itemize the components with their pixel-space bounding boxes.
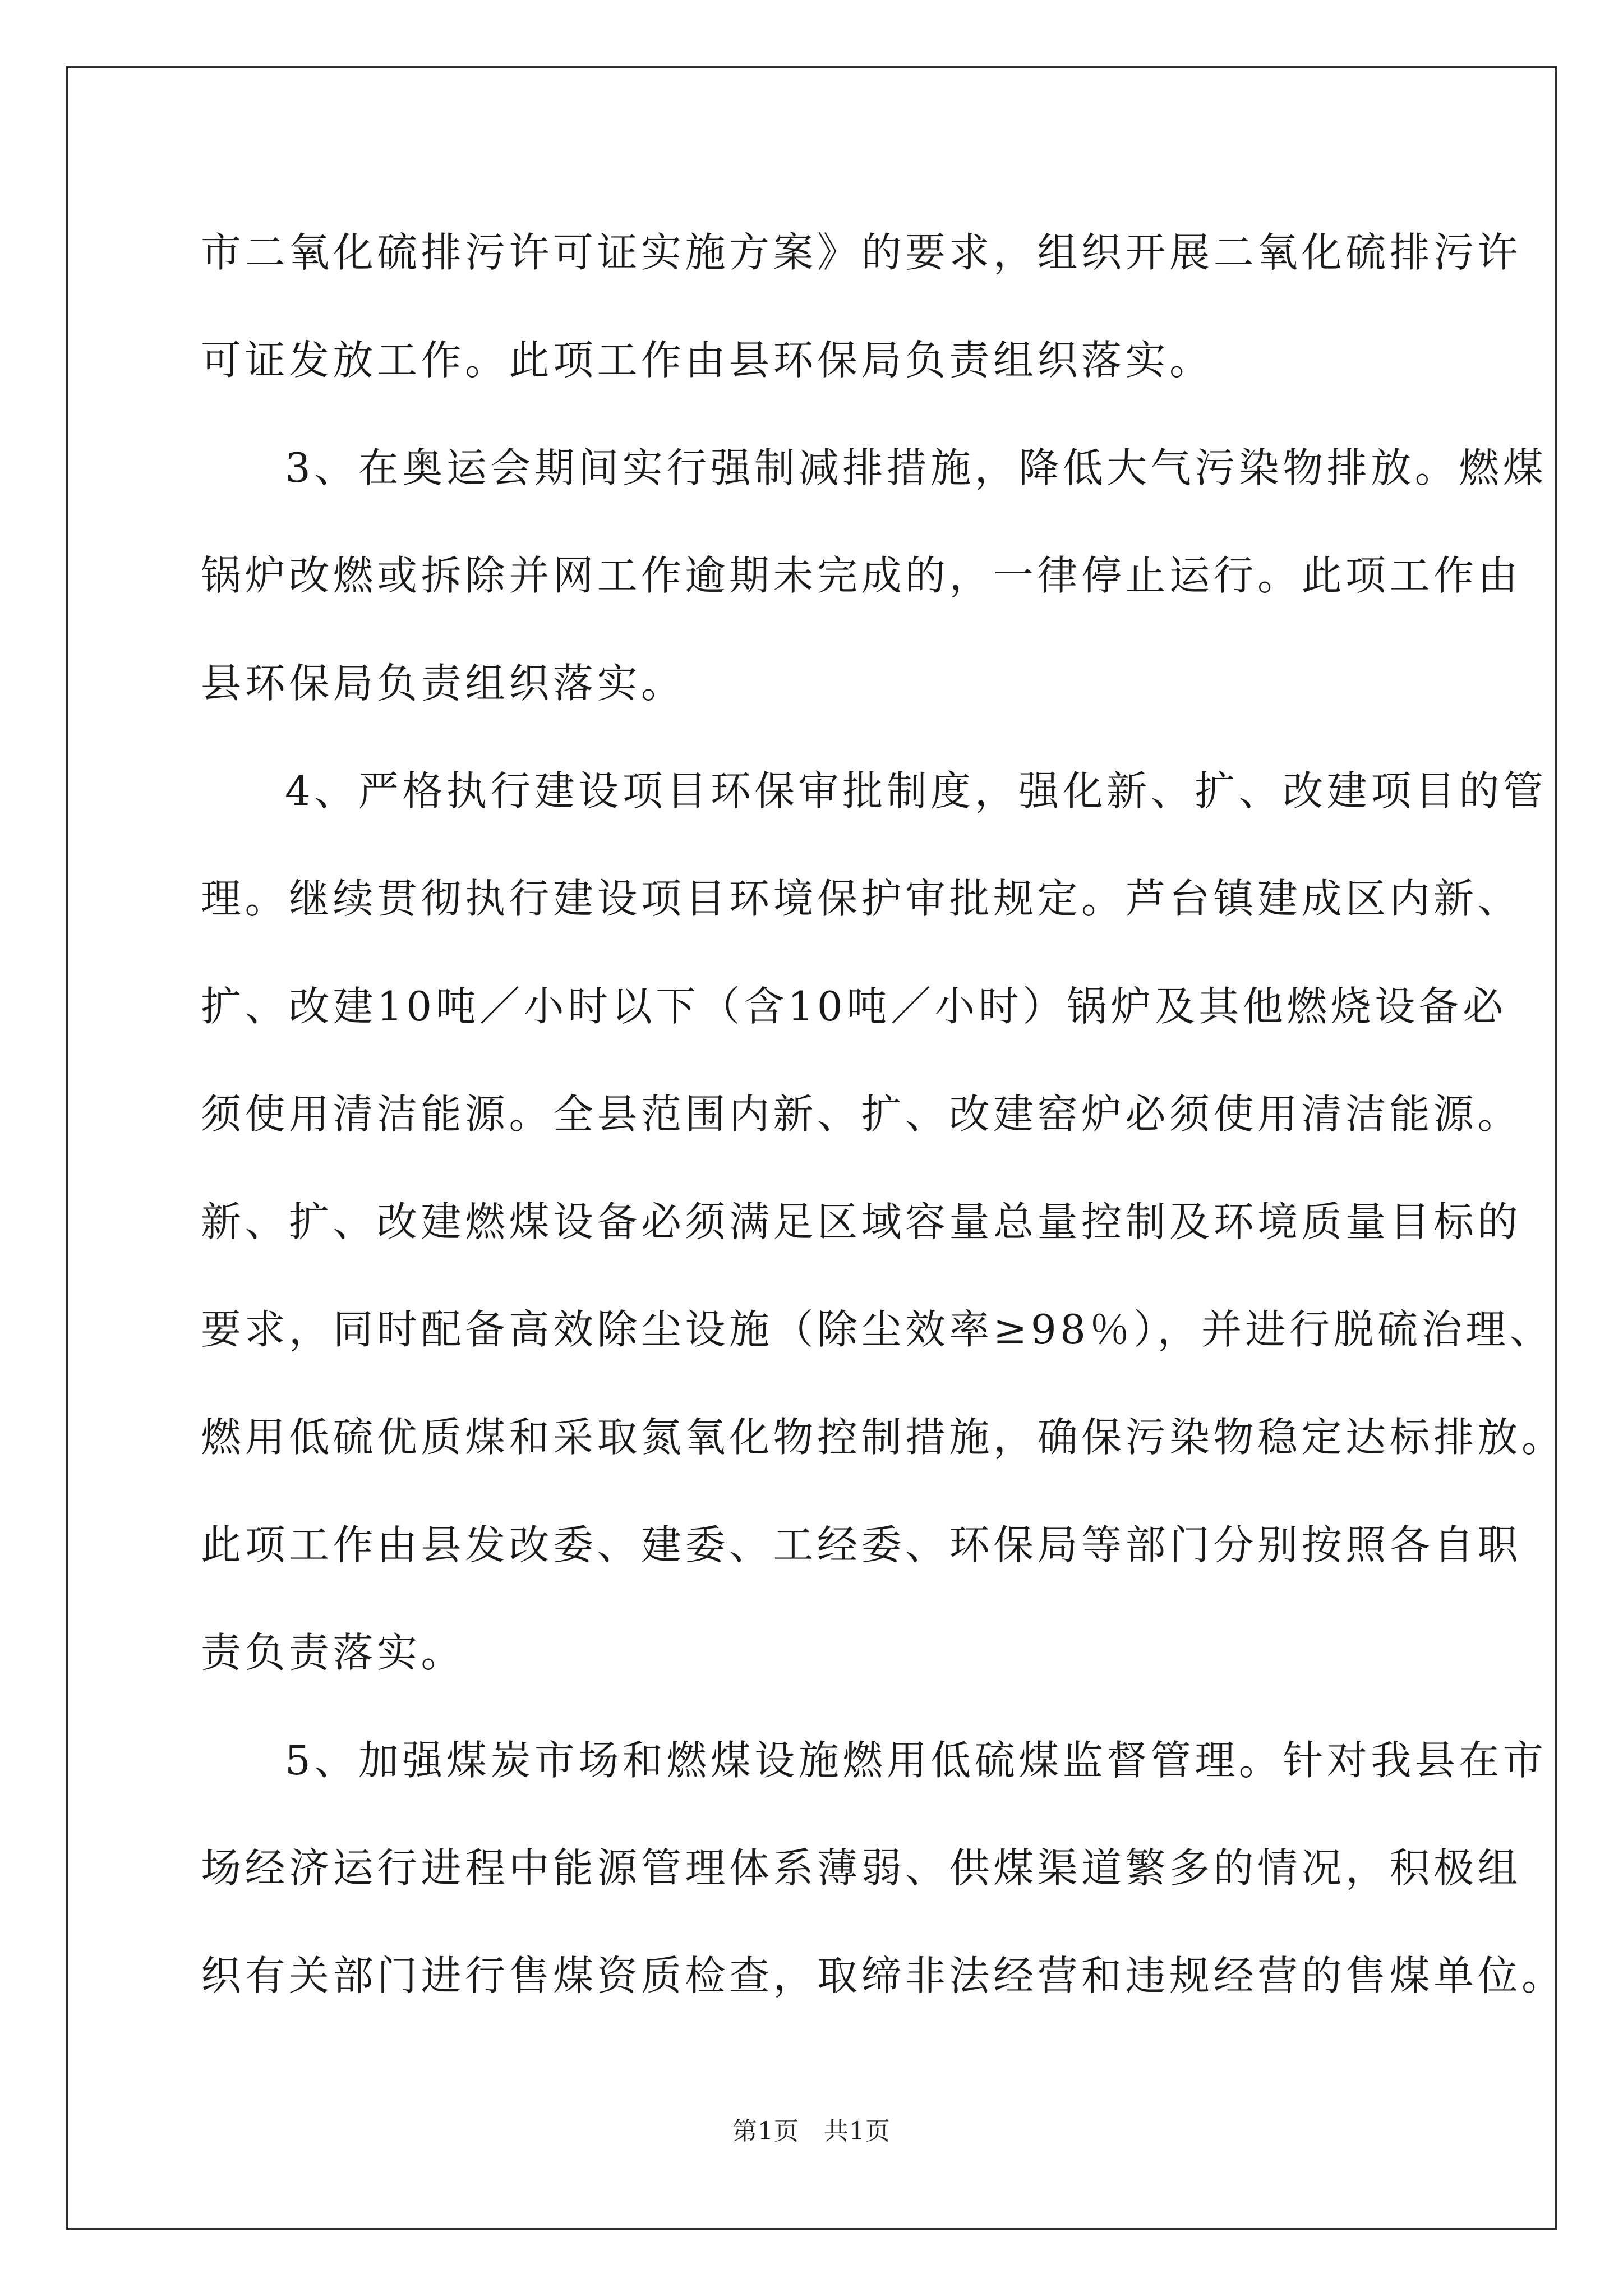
text-line-16: 场经济运行进程中能源管理体系薄弱、供煤渠道繁多的情况，积极组 <box>201 1844 1522 1892</box>
text-line-13: 此项工作由县发改委、建委、工经委、环保局等部门分别按照各自职 <box>201 1521 1522 1568</box>
page-total: 共1页 <box>824 2117 891 2146</box>
text-line-17: 织有关部门进行售煤资质检查，取缔非法经营和违规经营的售煤单位。 <box>201 1952 1566 1999</box>
text-line-1: 市二氧化硫排污许可证实施方案》的要求，组织开展二氧化硫排污许 <box>201 229 1522 276</box>
text-line-12: 燃用低硫优质煤和采取氮氧化物控制措施，确保污染物稳定达标排放。 <box>201 1414 1566 1461</box>
text-line-6: 4、严格执行建设项目环保审批制度，强化新、扩、改建项目的管 <box>285 767 1547 815</box>
text-line-15: 5、加强煤炭市场和燃煤设施燃用低硫煤监督管理。针对我县在市 <box>285 1737 1547 1784</box>
text-line-11: 要求，同时配备高效除尘设施（除尘效率≥98％），并进行脱硫治理、 <box>201 1306 1553 1353</box>
document-body <box>201 213 1566 2044</box>
text-line-3: 3、在奥运会期间实行强制减排措施，降低大气污染物排放。燃煤 <box>285 444 1547 491</box>
page-footer <box>0 2115 1623 2148</box>
text-line-5: 县环保局负责组织落实。 <box>201 660 685 707</box>
text-line-2: 可证发放工作。此项工作由县环保局负责组织落实。 <box>201 337 1214 384</box>
page-number: 第1页 <box>732 2117 799 2146</box>
text-line-8: 扩、改建10吨／小时以下（含10吨／小时）锅炉及其他燃烧设备必 <box>201 983 1507 1030</box>
text-line-7: 理。继续贯彻执行建设项目环境保护审批规定。芦台镇建成区内新、 <box>201 875 1522 922</box>
text-line-14: 责负责落实。 <box>201 1629 465 1676</box>
text-line-9: 须使用清洁能源。全县范围内新、扩、改建窑炉必须使用清洁能源。 <box>201 1091 1522 1138</box>
text-line-10: 新、扩、改建燃煤设备必须满足区域容量总量控制及环境质量目标的 <box>201 1198 1522 1245</box>
text-line-4: 锅炉改燃或拆除并网工作逾期未完成的，一律停止运行。此项工作由 <box>201 552 1522 599</box>
